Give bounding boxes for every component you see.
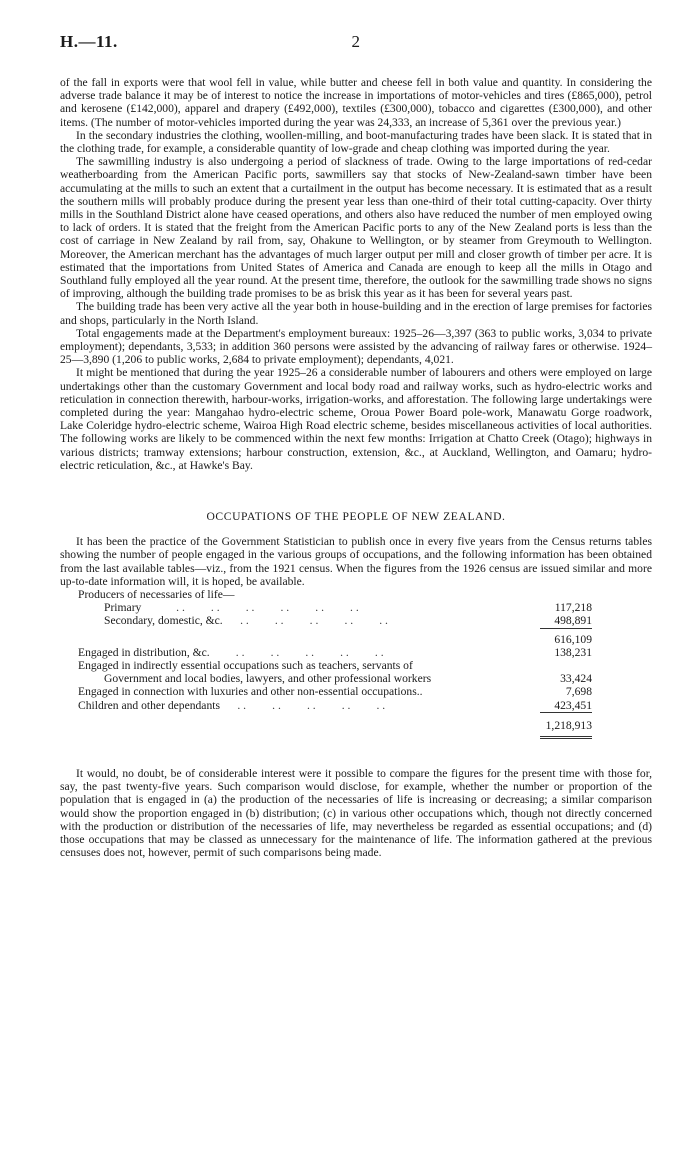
paragraph-engagements: Total engagements made at the Department's employment bureaux: 1925–26—3,397 (363 to public works, 3,034 to private employment); dependants, 3,533; in addition 360 persons were assisted by the advancing of railway fares or otherwise. 1924–25—3,890 (1,206 to public works, 2,684 to private employment); dependants, 4,021. [60,326,652,367]
row-value-luxuries: 7,698 [565,685,592,699]
row-label-distribution: Engaged in distribution, &c. [78,645,210,659]
row-value-children: 423,451 [554,698,592,712]
table-row [78,628,592,646]
page-header [60,30,652,56]
row-label-children: Children and other dependants [78,698,220,712]
paragraph-trade-balance: of the fall in exports were that wool fell in value, while butter and cheese fell in both value and quantity. In considering the adverse trade balance it may be of interest to notice the increase in importations of motor-vehicles and tires (£865,000), petrol and kerosene (£142,000), apparel and drapery (£492,000), textiles (£300,000), tobacco and cigarettes (£300,000), and other items. (The number of motor-vehicles imported during the year was 24,333, an increase of 5,361 over the previous year.) [60,76,652,129]
paragraph-building-trade: The building trade has been very active all the year both in house-building and in the erection of large premises for factories and shops, particularly in the North Island. [60,300,652,327]
row-label-indirect-2: Government and local bodies, lawyers, and other professional workers [104,672,432,686]
paragraph-comparison: It would, no doubt, be of considerable interest were it possible to compare the figures for the present time with those for, say, the past twenty-five years. Such comparison would disclose, for example, whether the number or proportion of the population that is engaged in (a) the production of the necessaries of life is increasing or decreasing; a similar comparison would show the proportion engaged in (b) distribution; (c) in various other occupations which, though not directly concerned with the production or distribution of the necessaries of life, may nevertheless be regarded as essential occupations; and (d) those occupations that may be classed as unnecessary for the maintenance of life. The information gathered at the previous censuses does not, however, permit of such comparisons being made. [60,766,652,860]
row-label-luxuries: Engaged in connection with luxuries and other non-essential occupations.. [78,685,423,699]
row-value-primary: 117,218 [554,601,592,615]
paragraph-secondary-industries: In the secondary industries the clothing, woollen-milling, and boot-manufacturing trades have been slack. It is stated that in the clothing trade, for example, a considerable quantity of low-grade and cheap clothing was imported during the year. [60,128,652,156]
table-row [78,685,592,698]
subtotal-value: 616,109 [540,628,592,646]
table-row [78,672,592,685]
paragraph-occupations-intro: It has been the practice of the Government Statistician to publish once in every five years from the Census returns tables showing the number of people engaged in the various groups of occupations, and the following information has been obtained from the last available tables—viz., from the 1921 census. When the figures from the 1926 census are issued similar and more up-to-date information will, it is hoped, be available. [60,535,652,588]
row-label-primary: Primary [104,601,142,615]
table-row: Engaged in distribution, &c. . . . . . . . . . . 138,231 [78,645,592,659]
row-value-secondary: 498,891 [554,614,592,628]
table-row [78,712,592,737]
paragraph-sawmilling: The sawmilling industry is also undergoing a period of slackness of trade. Owing to the large importations of red-cedar weatherboarding from the American Pacific ports, sawmillers say that stocks of New-Zealand-sawn timber have been accumulating at the mills to such an extent that a curtailment in the output has become necessary. It is estimated that as a result the southern mills will probably produce during the present year less than one-third of their total cutting-capacity. Over thirty mills in the Southland District alone have ceased operations, and others also have reduced the number of men employed owing to lack of orders. It is stated that the freight from the American Pacific ports to any of the New Zealand ports is less than the cost of carriage in New Zealand by rail from, say, Ohakune to Wellington, or by steamer from Greymouth to Wellington. Moreover, the American merchant has the advantages of much larger output per mill and closer growth of timber per acre. It is estimated that the importations from United States of America and Canada are enough to keep all the mills in Otago and Southland fully employed all the year round. At the present time, therefore, the outlook for the sawmilling trade shows no signs of improving, although the building trade promises to be as brisk this year as it has been for several years past. [60,155,652,301]
occupations-table [78,588,592,739]
grand-total-value: 1,218,913 [540,712,592,737]
paragraph-undertakings: It might be mentioned that during the year 1925–26 a considerable number of labourers and others were employed on large undertakings other than the customary Government and local body road and railway works, such as hydro-electric works and reticulation in connection therewith, harbour-works, irrigation-works, and afforestation. The following large undertakings were completed during the year: Mangahao hydro-electric scheme, Oroua Power Board pole-work, Manawatu Gorge roadwork, Lake Coleridge hydro-electric scheme, Wairoa High Road electric scheme, besides miscellaneous activities of local authorities. The following works are likely to be commenced within the next few months: Irrigation at Chatto Creek (Otago); highways in various districts; tramway extensions; harbour construction, extension, &c., at Auckland, Wellington, and Oamaru; hydro-electric reticulation, &c., at Hawke's Bay. [60,366,652,472]
table-row: Secondary, domestic, &c. . . . . . . . . . . 498,891 [104,614,592,628]
table-row [78,588,592,601]
row-value-distribution: 138,231 [554,645,592,659]
table-row: Children and other dependants . . . . . . . . . . 423,451 [78,698,592,712]
document-reference: H.—11. [60,32,118,51]
row-value-indirect: 33,424 [560,672,592,686]
row-label-secondary: Secondary, domestic, &c. [104,614,223,628]
section-heading: OCCUPATIONS OF THE PEOPLE OF NEW ZEALAND. [206,510,506,524]
group-heading: Producers of necessaries of life— [78,587,235,601]
page-number: 2 [351,32,361,51]
document-page [60,30,652,859]
row-label-indirect-1: Engaged in indirectly essential occupations such as teachers, servants of [78,658,413,672]
table-row [78,659,592,672]
table-row: Primary . . . . . . . . . . . . 117,218 [104,601,592,615]
